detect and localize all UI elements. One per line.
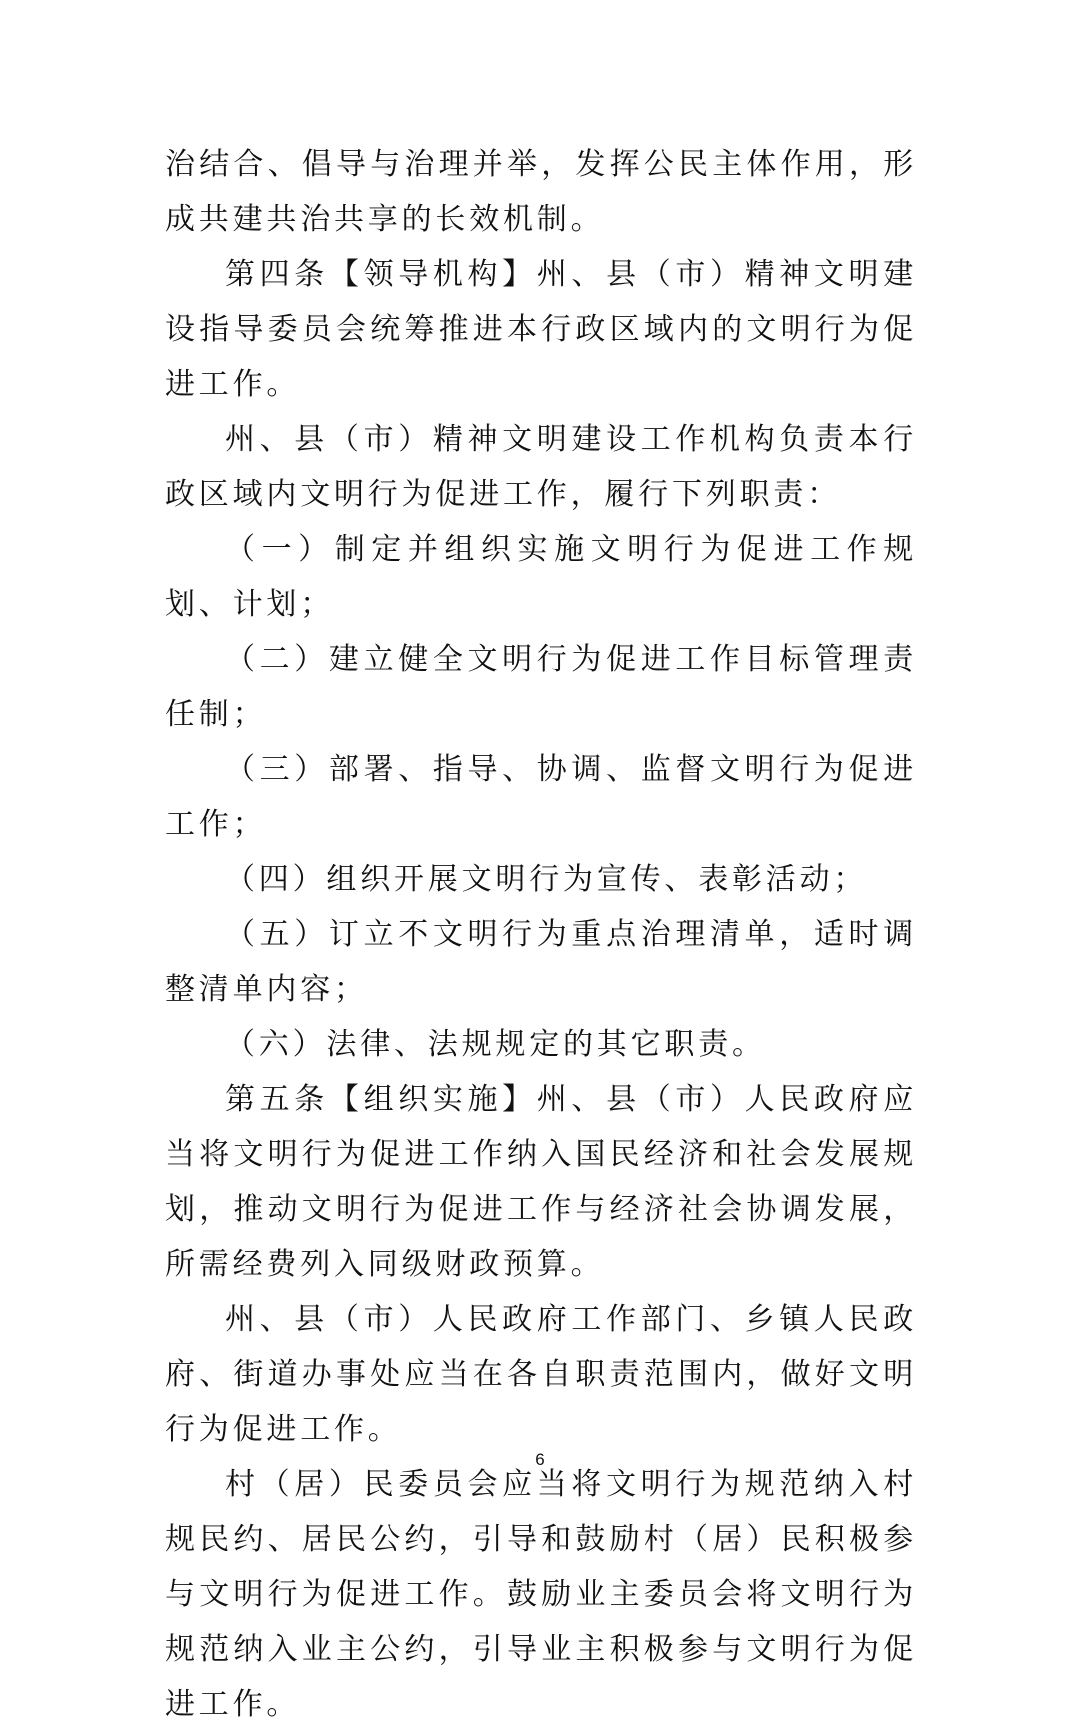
article-4-paragraph: 第四条【领导机构】州、县（市）精神文明建设指导委员会统筹推进本行政区域内的文明行为促进工作。 (165, 257, 917, 402)
duty-item-3: （三）部署、指导、协调、监督文明行为促进工作； (165, 752, 917, 842)
article-5-committees-paragraph: 村（居）民委员会应当将文明行为规范纳入村规民约、居民公约，引导和鼓励村（居）民积极参与文明行为促进工作。鼓励业主委员会将文明行为规范纳入业主公约，引导业主积极参与文明行为促进工作。 (165, 1467, 917, 1722)
page-number: 6 (535, 1450, 545, 1469)
duty-item-6: （六）法律、法规规定的其它职责。 (225, 1027, 766, 1062)
duty-item-2: （二）建立健全文明行为促进工作目标管理责任制； (165, 642, 917, 732)
article-5-paragraph: 第五条【组织实施】州、县（市）人民政府应当将文明行为促进工作纳入国民经济和社会发展规划，推动文明行为促进工作与经济社会协调发展，所需经费列入同级财政预算。 (165, 1082, 917, 1282)
duty-item-1: （一）制定并组织实施文明行为促进工作规划、计划； (165, 532, 917, 622)
duty-item-5: （五）订立不文明行为重点治理清单，适时调整清单内容； (165, 917, 917, 1007)
article-4-duties-intro: 州、县（市）精神文明建设工作机构负责本行政区域内文明行为促进工作，履行下列职责： (165, 422, 917, 512)
document-body (165, 137, 917, 1732)
duty-item-4: （四）组织开展文明行为宣传、表彰活动； (225, 862, 868, 897)
article-5-departments-paragraph: 州、县（市）人民政府工作部门、乡镇人民政府、街道办事处应当在各自职责范围内，做好文明行为促进工作。 (165, 1302, 917, 1447)
paragraph-continuation: 治结合、倡导与治理并举，发挥公民主体作用，形成共建共治共享的长效机制。 (165, 147, 917, 237)
